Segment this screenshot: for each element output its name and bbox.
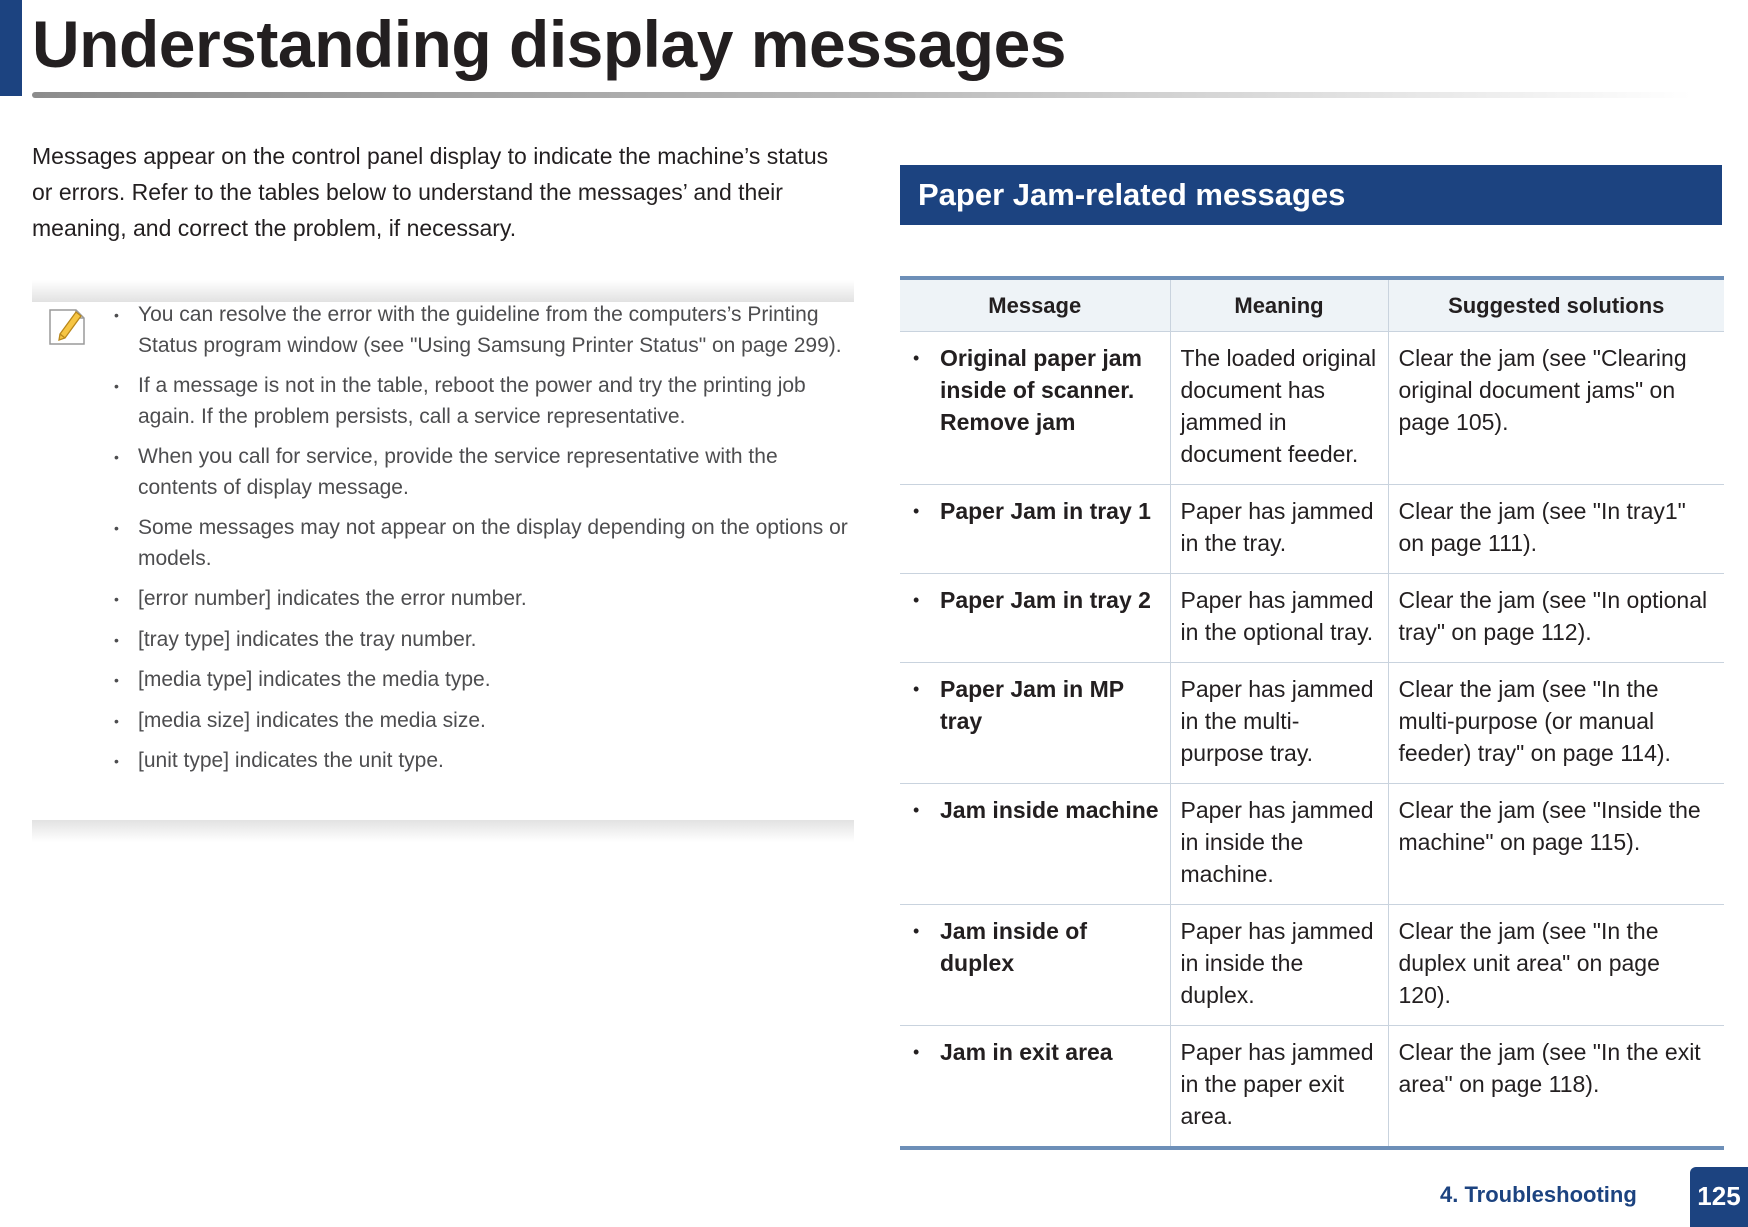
page-number-badge: 125 — [1690, 1167, 1748, 1227]
meaning-cell: Paper has jammed in the tray. — [1170, 485, 1388, 574]
pencil-note-icon — [46, 304, 90, 348]
message-cell: • Jam in exit area — [900, 1026, 1170, 1149]
paper-jam-table — [900, 276, 1724, 1150]
solution-cell: Clear the jam (see "In the exit area" on page 118). — [1388, 1026, 1724, 1149]
note-item: • [tray type] indicates the tray number. — [114, 625, 854, 656]
message-cell: • Paper Jam in MP tray — [900, 663, 1170, 784]
solution-cell: Clear the jam (see "Inside the machine" on page 115). — [1388, 784, 1724, 905]
solution-cell: Clear the jam (see "In the duplex unit area" on page 120). — [1388, 905, 1724, 1026]
message-cell: • Paper Jam in tray 2 — [900, 574, 1170, 663]
intro-paragraph: Messages appear on the control panel display to indicate the machine’s status or errors. Refer to the tables below to understand the messages’ and their meaning, and correct the problem, if necessary. — [32, 143, 829, 241]
table-header-row — [900, 278, 1724, 332]
note-item: • If a message is not in the table, reboot the power and try the printing job again. If the problem persists, call a service representative. — [114, 371, 854, 432]
note-item: • [error number] indicates the error number. — [114, 584, 854, 615]
table-row — [900, 905, 1724, 1026]
title-underline — [32, 92, 1692, 98]
note-item: • [media type] indicates the media type. — [114, 665, 854, 696]
message-cell: • Original paper jam inside of scanner. Remove jam — [900, 332, 1170, 485]
note-top-border — [32, 280, 854, 302]
column-header-message: Message — [900, 278, 1170, 332]
meaning-cell: Paper has jammed in inside the duplex. — [1170, 905, 1388, 1026]
table-row — [900, 663, 1724, 784]
solution-cell: Clear the jam (see "In optional tray" on page 112). — [1388, 574, 1724, 663]
note-item: • [unit type] indicates the unit type. — [114, 746, 854, 777]
table-row — [900, 784, 1724, 905]
column-header-solutions: Suggested solutions — [1388, 278, 1724, 332]
message-cell: • Paper Jam in tray 1 — [900, 485, 1170, 574]
message-cell: • Jam inside machine — [900, 784, 1170, 905]
section-header — [900, 165, 1722, 225]
title-accent-bar — [0, 0, 22, 96]
note-item: • Some messages may not appear on the display depending on the options or models. — [114, 513, 854, 574]
table-row — [900, 574, 1724, 663]
note-item: • You can resolve the error with the guideline from the computers’s Printing Status program window (see "Using Samsung Printer Status" on page 299). — [114, 300, 854, 361]
section-title: Paper Jam-related messages — [918, 177, 1346, 212]
solution-cell: Clear the jam (see "Clearing original document jams" on page 105). — [1388, 332, 1724, 485]
table-row — [900, 1026, 1724, 1149]
table-row — [900, 332, 1724, 485]
meaning-cell: Paper has jammed in the paper exit area. — [1170, 1026, 1388, 1149]
table-row — [900, 485, 1724, 574]
page-title: Understanding display messages — [32, 7, 1067, 81]
solution-cell: Clear the jam (see "In the multi-purpose (or manual feeder) tray" on page 114). — [1388, 663, 1724, 784]
column-header-meaning: Meaning — [1170, 278, 1388, 332]
meaning-cell: Paper has jammed in the multi-purpose tray. — [1170, 663, 1388, 784]
meaning-cell: The loaded original document has jammed in document feeder. — [1170, 332, 1388, 485]
meaning-cell: Paper has jammed in the optional tray. — [1170, 574, 1388, 663]
solution-cell: Clear the jam (see "In tray1" on page 111). — [1388, 485, 1724, 574]
note-item: • When you call for service, provide the service representative with the contents of display message. — [114, 442, 854, 503]
note-item: • [media size] indicates the media size. — [114, 706, 854, 737]
message-cell: • Jam inside of duplex — [900, 905, 1170, 1026]
note-list — [114, 300, 854, 787]
footer-chapter-label: 4. Troubleshooting — [1440, 1182, 1637, 1207]
meaning-cell: Paper has jammed in inside the machine. — [1170, 784, 1388, 905]
note-bottom-border — [32, 820, 854, 842]
